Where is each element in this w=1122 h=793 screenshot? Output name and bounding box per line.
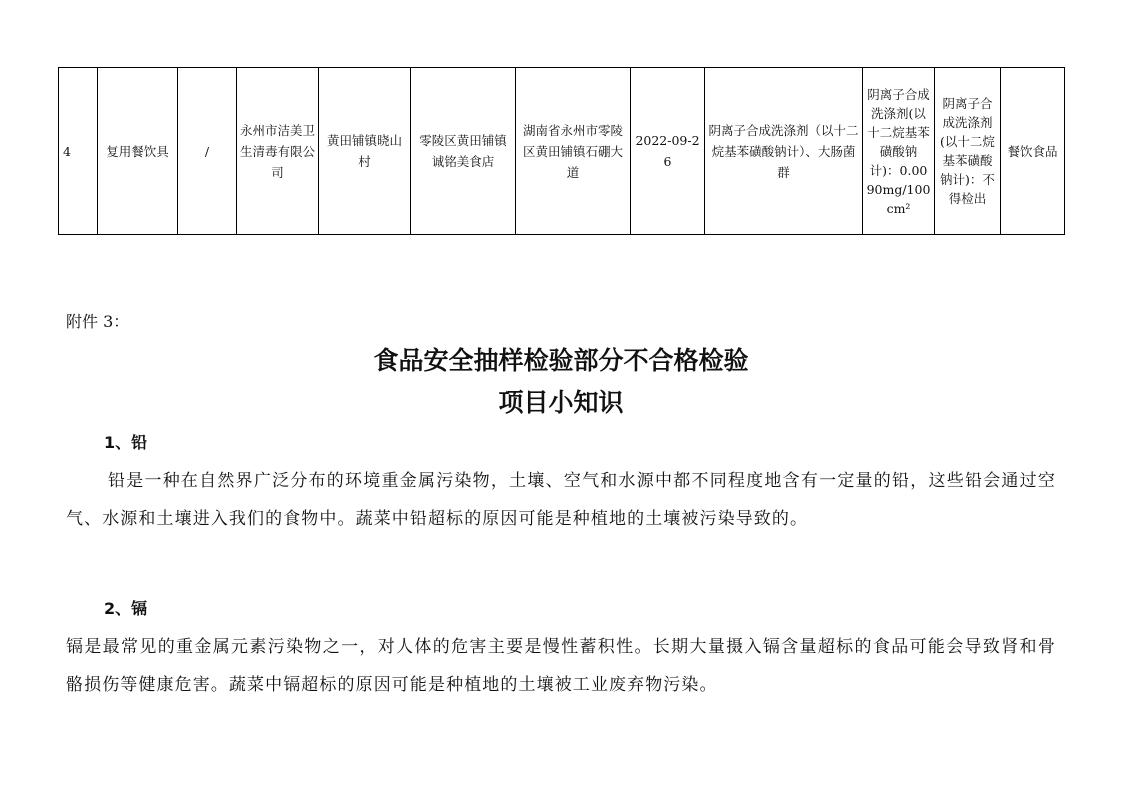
section-body-cadmium: 镉是最常见的重金属元素污染物之一，对人体的危害主要是慢性蓄积性。长期大量摄入镉含量超标的食品可能会导致肾和骨骼损伤等健康危害。蔬菜中镉超标的原因可能是种植地的土壤被工业废弃物污染。 — [66, 637, 1056, 695]
cell-sampled-address: 湖南省永州市零陵区黄田铺镇石硼大道 — [516, 68, 631, 235]
cell-category: 复用餐饮具 — [98, 68, 178, 235]
section-body-lead: 铅是一种在自然界广泛分布的环境重金属污染物，土壤、空气和水源中都不同程度地含有一定量的铅，这些铅会通过空气、水源和土壤进入我们的食物中。蔬菜中铅超标的原因可能是种植地的土壤被污染导致的。 — [66, 471, 1056, 529]
result-table — [58, 67, 1065, 235]
section-heading-lead: 1、铅 — [104, 433, 148, 452]
cell-brand: / — [178, 68, 237, 235]
cell-standard-value: 阴离子合成洗涤剂(以十二烷基苯磺酸钠计)：不得检出 — [935, 68, 1001, 235]
title-line-2: 项目小知识 — [498, 388, 624, 417]
title-line-1: 食品安全抽样检验部分不合格检验 — [373, 346, 749, 375]
cell-manufacturer: 永州市洁美卫生清毒有限公司 — [237, 68, 319, 235]
cell-food-type: 餐饮食品 — [1001, 68, 1065, 235]
section-heading-cadmium: 2、镉 — [104, 599, 148, 618]
attachment-label: 附件 3： — [66, 312, 130, 331]
table-row — [59, 68, 1065, 235]
cell-unqualified-items: 阴离子合成洗涤剂（以十二烷基苯磺酸钠计）、大肠菌群 — [705, 68, 863, 235]
page-title — [0, 340, 1122, 424]
cell-test-result: 阴离子合成洗涤剂(以十二烷基苯磺酸钠计)：0.0090mg/100cm² — [863, 68, 935, 235]
cell-sampled-unit: 零陵区黄田铺镇诚铭美食店 — [411, 68, 516, 235]
cell-production-date: 2022-09-26 — [631, 68, 705, 235]
cell-manufacturer-address: 黄田铺镇晓山村 — [319, 68, 411, 235]
cell-index: 4 — [59, 68, 98, 235]
